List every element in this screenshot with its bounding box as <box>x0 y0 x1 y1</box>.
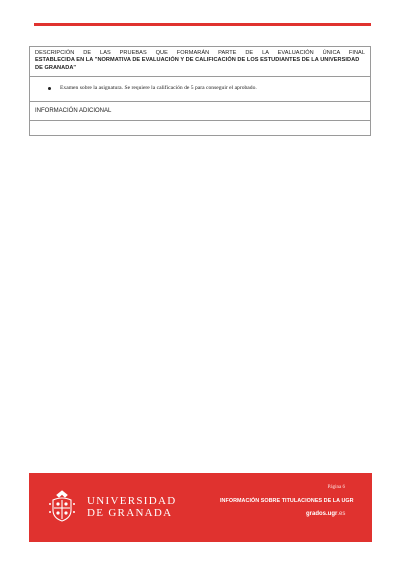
top-divider <box>34 23 371 26</box>
additional-info-body <box>30 121 370 135</box>
list-item-text: Examen sobre la asignatura. Se requiere la calificación de 5 para conseguir el aprobado. <box>60 85 257 92</box>
footer-info-label: INFORMACIÓN SOBRE TITULACIONES DE LA UGR <box>220 498 354 504</box>
evaluation-heading-line1: DESCRIPCIÓN DE LAS PRUEBAS QUE FORMARÁN PARTE DE LA EVALUACIÓN ÚNICA FINAL <box>35 50 365 56</box>
list-item <box>30 77 370 102</box>
page-footer <box>29 473 372 542</box>
evaluation-heading-line2: ESTABLECIDA EN LA "NORMATIVA DE EVALUACIÓN Y DE CALIFICACIÓN DE LOS ESTUDIANTES DE LA UNIVERSIDAD DE GRANADA" <box>35 57 360 71</box>
university-name-line2: DE GRANADA <box>87 507 173 519</box>
university-seal-icon <box>47 488 77 524</box>
footer-url-suffix: .es <box>337 511 346 517</box>
university-wordmark <box>87 495 176 519</box>
footer-url-main: grados.ugr <box>306 511 338 517</box>
university-name-line1: UNIVERSIDAD <box>87 495 177 507</box>
evaluation-table <box>29 46 371 136</box>
footer-url[interactable] <box>306 511 345 517</box>
page-number: Página 6 <box>327 485 345 490</box>
evaluation-heading <box>30 47 370 77</box>
additional-info-heading: INFORMACIÓN ADICIONAL <box>30 102 370 121</box>
